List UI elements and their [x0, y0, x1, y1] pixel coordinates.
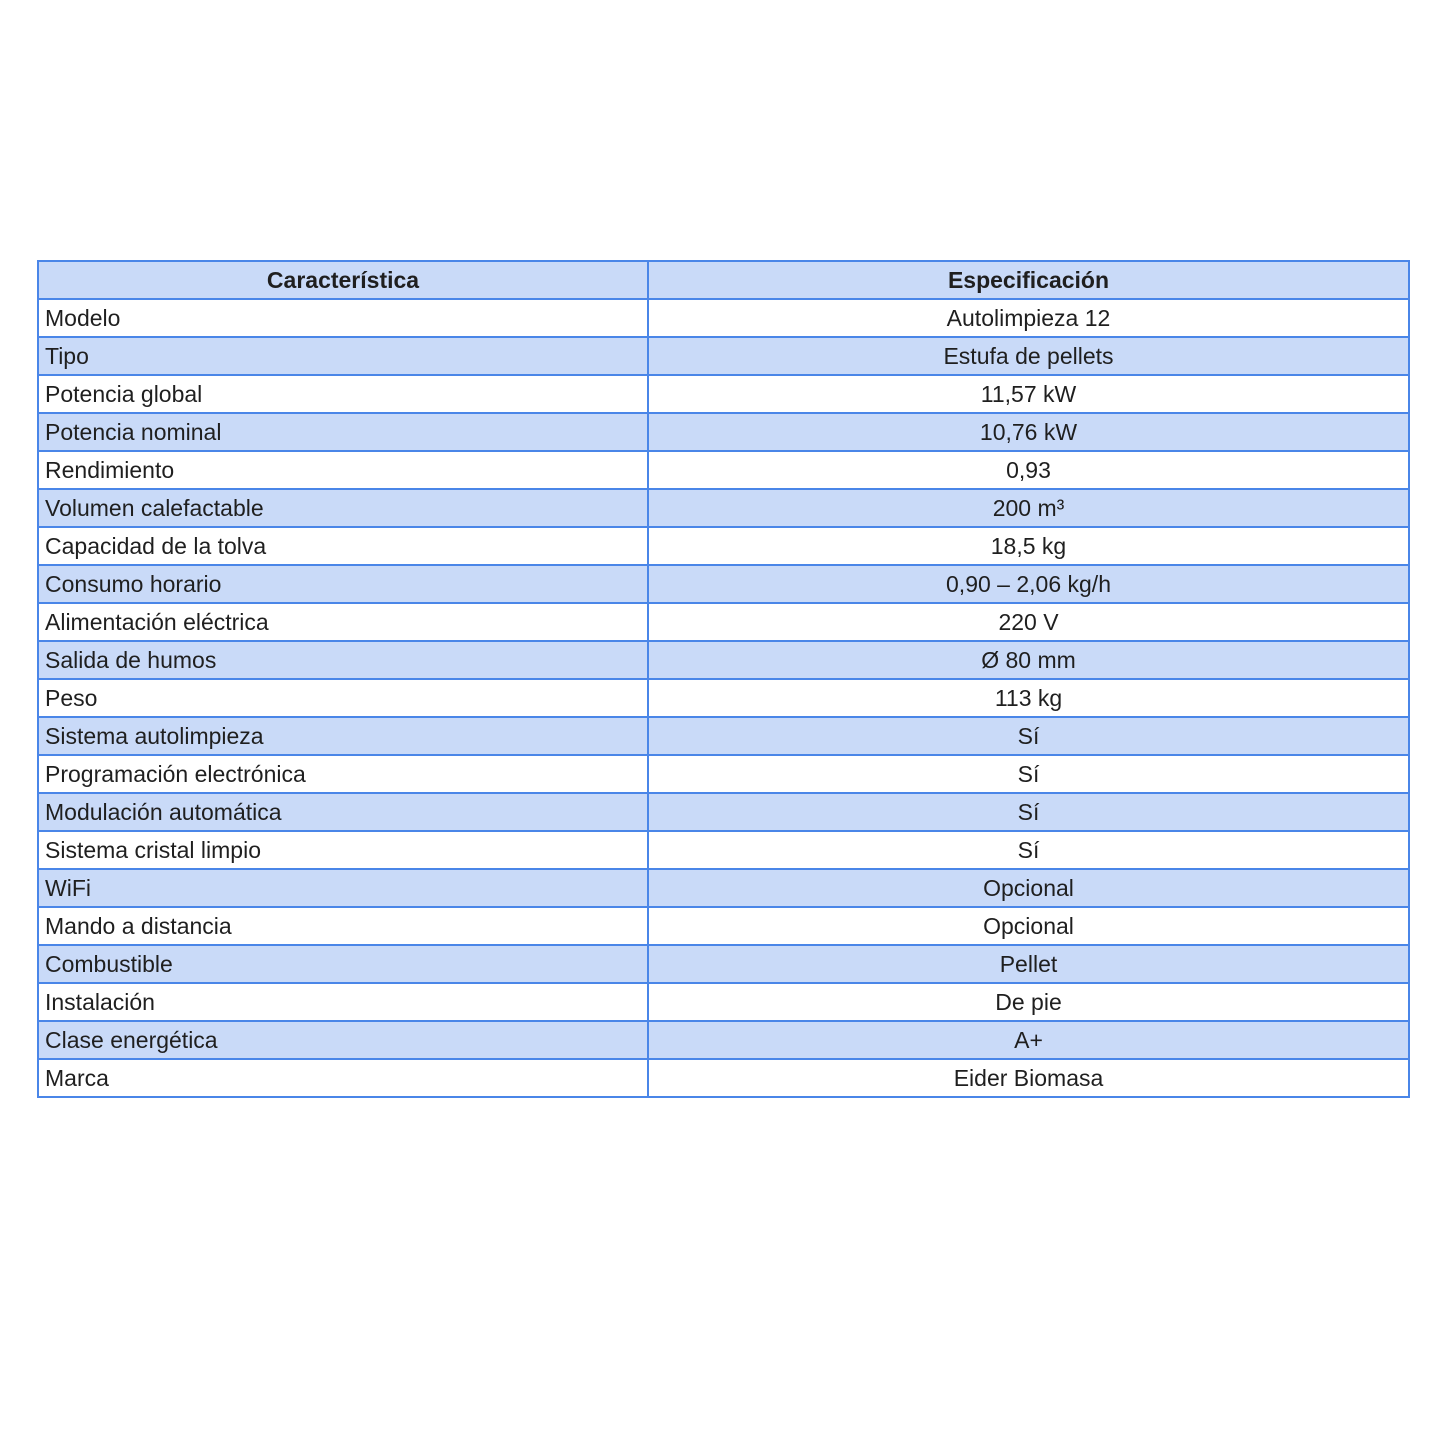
row-characteristic: Peso: [38, 679, 648, 717]
row-specification: Sí: [648, 755, 1409, 793]
table-row: [38, 793, 1409, 831]
table-body: [38, 299, 1409, 1097]
table-row: [38, 641, 1409, 679]
table-row: [38, 869, 1409, 907]
row-specification: 220 V: [648, 603, 1409, 641]
row-specification: Pellet: [648, 945, 1409, 983]
table-row: [38, 755, 1409, 793]
spec-table: [37, 260, 1410, 1098]
row-specification: Opcional: [648, 869, 1409, 907]
table-row: [38, 413, 1409, 451]
table-row: [38, 1059, 1409, 1097]
row-characteristic: Rendimiento: [38, 451, 648, 489]
table-row: [38, 831, 1409, 869]
row-characteristic: WiFi: [38, 869, 648, 907]
row-specification: Sí: [648, 831, 1409, 869]
row-characteristic: Salida de humos: [38, 641, 648, 679]
table-row: [38, 565, 1409, 603]
table-row: [38, 375, 1409, 413]
row-specification: 0,93: [648, 451, 1409, 489]
table-row: [38, 451, 1409, 489]
row-specification: 18,5 kg: [648, 527, 1409, 565]
row-specification: 11,57 kW: [648, 375, 1409, 413]
table-row: [38, 983, 1409, 1021]
row-specification: 113 kg: [648, 679, 1409, 717]
table-row: [38, 679, 1409, 717]
row-specification: Estufa de pellets: [648, 337, 1409, 375]
row-specification: Sí: [648, 793, 1409, 831]
row-characteristic: Sistema cristal limpio: [38, 831, 648, 869]
row-specification: A+: [648, 1021, 1409, 1059]
table-row: [38, 945, 1409, 983]
table-row: [38, 337, 1409, 375]
row-specification: 200 m³: [648, 489, 1409, 527]
row-characteristic: Consumo horario: [38, 565, 648, 603]
table-header-row: [38, 261, 1409, 299]
row-specification: Sí: [648, 717, 1409, 755]
row-characteristic: Mando a distancia: [38, 907, 648, 945]
row-characteristic: Sistema autolimpieza: [38, 717, 648, 755]
row-characteristic: Programación electrónica: [38, 755, 648, 793]
row-specification: 0,90 – 2,06 kg/h: [648, 565, 1409, 603]
table-row: [38, 1021, 1409, 1059]
table-row: [38, 907, 1409, 945]
row-characteristic: Potencia nominal: [38, 413, 648, 451]
row-characteristic: Modelo: [38, 299, 648, 337]
row-characteristic: Tipo: [38, 337, 648, 375]
row-characteristic: Volumen calefactable: [38, 489, 648, 527]
row-characteristic: Capacidad de la tolva: [38, 527, 648, 565]
table-row: [38, 489, 1409, 527]
row-specification: Eider Biomasa: [648, 1059, 1409, 1097]
row-characteristic: Potencia global: [38, 375, 648, 413]
table-row: [38, 603, 1409, 641]
table-row: [38, 299, 1409, 337]
row-specification: 10,76 kW: [648, 413, 1409, 451]
row-characteristic: Alimentación eléctrica: [38, 603, 648, 641]
row-specification: Ø 80 mm: [648, 641, 1409, 679]
table-row: [38, 527, 1409, 565]
row-characteristic: Clase energética: [38, 1021, 648, 1059]
row-characteristic: Marca: [38, 1059, 648, 1097]
row-characteristic: Combustible: [38, 945, 648, 983]
header-specification: Especificación: [648, 261, 1409, 299]
row-characteristic: Instalación: [38, 983, 648, 1021]
table-row: [38, 717, 1409, 755]
row-characteristic: Modulación automática: [38, 793, 648, 831]
row-specification: Autolimpieza 12: [648, 299, 1409, 337]
row-specification: Opcional: [648, 907, 1409, 945]
row-specification: De pie: [648, 983, 1409, 1021]
header-characteristic: Característica: [38, 261, 648, 299]
